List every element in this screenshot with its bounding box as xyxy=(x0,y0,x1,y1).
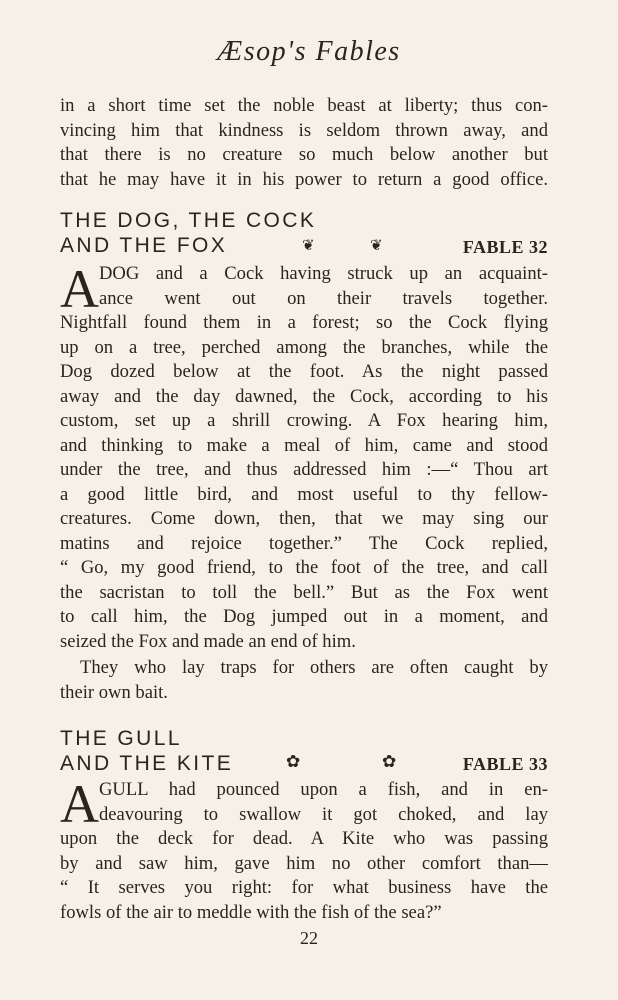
text-line: to call him, the Dog jumped out in a moment, and xyxy=(60,606,548,627)
text-line: seized the Fox and made an end of him. xyxy=(60,630,356,652)
page-number: 22 xyxy=(300,928,318,948)
text-line: their own bait. xyxy=(60,681,168,703)
fleuron-ornament-icon: ❦ xyxy=(302,238,315,254)
text-line: upon the deck for dead. A Kite who was passing xyxy=(60,828,548,849)
fable-32-label: FABLE 32 xyxy=(462,237,548,257)
fable-32-title-line-1: THE DOG, THE COCK xyxy=(60,209,317,232)
fable-33-body-indented xyxy=(99,778,548,827)
rosette-ornament-icon: ✿ xyxy=(382,752,397,771)
text-line: up on a tree, perched among the branches, while the xyxy=(60,336,548,358)
text-line: deavouring to swallow it got choked, and lay xyxy=(99,803,548,825)
fable-32-body-indented xyxy=(99,262,548,311)
text-line: GULL had pounced upon a fish, and in en- xyxy=(99,779,548,800)
text-line: that there is no creature so much below another but xyxy=(60,144,548,165)
text-line: custom, set up a shrill crowing. A Fox hearing him, xyxy=(60,410,548,431)
text-line: the sacristan to toll the bell.” But as the Fox went xyxy=(60,581,548,603)
text-line: and thinking to make a meal of him, came and stood xyxy=(60,434,548,456)
continuation-paragraph xyxy=(60,94,548,192)
fable-33-body xyxy=(60,827,548,925)
fable-33-title-line-1: THE GULL xyxy=(60,727,182,750)
text-line: ance went out on their travels together. xyxy=(99,287,548,309)
fable-33-label: FABLE 33 xyxy=(462,754,548,774)
fable-32-title-line-2: AND THE FOX xyxy=(60,234,228,257)
text-line: a good little bird, and most useful to thy fellow- xyxy=(60,483,548,505)
text-line: matins and rejoice together.” The Cock replied, xyxy=(60,532,548,554)
text-line: DOG and a Cock having struck up an acquaint- xyxy=(99,263,548,284)
text-line: away and the day dawned, the Cock, according to his xyxy=(60,385,548,407)
text-line: creatures. Come down, then, that we may sing our xyxy=(60,508,548,529)
text-line: fowls of the air to meddle with the fish of the sea?” xyxy=(60,901,442,923)
text-line: that he may have it in his power to return a good office. xyxy=(60,168,548,190)
text-line: under the tree, and thus addressed him :—“ Thou art xyxy=(60,459,548,480)
running-head: Æsop's Fables xyxy=(217,36,401,67)
fleuron-ornament-icon: ❦ xyxy=(370,238,383,254)
text-line: Nightfall found them in a forest; so the Cock flying xyxy=(60,312,548,333)
text-line: “ It serves you right: for what business have the xyxy=(60,877,548,898)
fable-33-title-line-2: AND THE KITE xyxy=(60,752,234,775)
fable-32-moral xyxy=(60,656,548,705)
fable-33-dropcap: A xyxy=(60,774,99,834)
text-line: They who lay traps for others are often caught by xyxy=(80,657,548,678)
text-line: in a short time set the noble beast at liberty; thus con- xyxy=(60,95,548,116)
text-line: by and saw him, gave him no other comfort than— xyxy=(60,852,548,874)
rosette-ornament-icon: ✿ xyxy=(286,752,301,771)
text-line: vincing him that kindness is seldom thrown away, and xyxy=(60,119,548,141)
fable-32-body xyxy=(60,311,548,654)
text-line: Dog dozed below at the foot. As the night passed xyxy=(60,361,548,382)
text-line: “ Go, my good friend, to the foot of the tree, and call xyxy=(60,557,548,578)
fable-32-dropcap: A xyxy=(60,259,99,319)
